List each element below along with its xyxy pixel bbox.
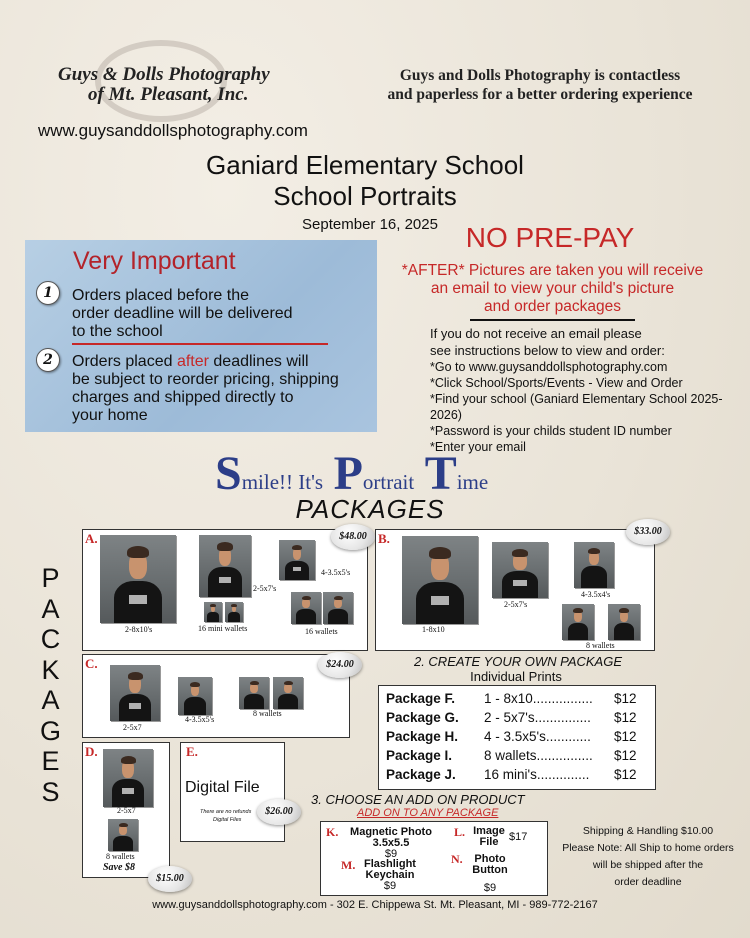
- vertical-letter: G: [39, 715, 61, 746]
- instruction-step: *Click School/Sports/Events - View and Order: [430, 376, 683, 390]
- photo-caption: 4-3.5x5's: [321, 568, 351, 577]
- footer-contact: www.guysanddollsphotography.com - 302 E. Chippewa St. Mt. Pleasant, MI - 989-772-2167: [152, 899, 598, 911]
- package-row[interactable]: [386, 748, 651, 763]
- photo-caption: 1-8x10: [422, 625, 445, 634]
- addon-subtitle: ADD ON TO ANY PACKAGE: [357, 807, 499, 819]
- addon-letter: M.: [341, 858, 356, 872]
- package-letter: D.: [85, 744, 98, 759]
- portrait-photo: [492, 542, 548, 598]
- text: Orders placed: [72, 353, 177, 370]
- package-desc: 16 mini's..............: [484, 767, 590, 782]
- portrait-photo: [100, 535, 176, 623]
- savings-label: Save $8: [103, 862, 135, 873]
- package-price: $12: [614, 729, 637, 744]
- addon-price: $9: [383, 880, 397, 892]
- tagline-line2: and paperless for a better ordering experience: [387, 86, 693, 103]
- addon-name: Flashlight: [364, 858, 416, 870]
- event-title: School Portraits: [273, 181, 457, 211]
- logo-text-line2: of Mt. Pleasant, Inc.: [88, 84, 249, 105]
- portrait-photo: [204, 602, 222, 622]
- instructions-intro: see instructions below to view and order:: [430, 343, 665, 358]
- addon-letter: N.: [451, 852, 463, 866]
- addon-photo-button[interactable]: [465, 854, 515, 894]
- heading-word: ortrait: [362, 470, 415, 494]
- after-notice: [380, 262, 725, 316]
- shipping-line: will be shipped after the: [592, 859, 704, 871]
- portrait-photo: [108, 819, 138, 851]
- refund-note: There are no refunds: [200, 809, 252, 815]
- package-letter: A.: [85, 531, 98, 546]
- heading-word: ime: [456, 470, 489, 494]
- package-price: $12: [614, 748, 637, 763]
- photo-caption: 4-3.5x5's: [185, 715, 215, 724]
- photo-caption: 2-5x7's: [253, 584, 277, 593]
- individual-prints-table: [378, 685, 656, 790]
- package-letter: C.: [85, 656, 98, 671]
- initial-letter: P: [333, 447, 363, 500]
- vertical-letter: A: [41, 685, 60, 715]
- addon-name: Photo: [474, 853, 506, 865]
- addon-price: $17: [509, 831, 528, 843]
- addon-flashlight-keychain[interactable]: [355, 859, 425, 892]
- package-name: Package J.: [386, 767, 456, 782]
- important-item-1-line: Orders placed before the: [72, 287, 249, 304]
- photo-caption: 16 mini wallets: [198, 624, 248, 633]
- price-badge: $33.00: [626, 519, 670, 545]
- price-badge: $15.00: [148, 866, 192, 892]
- instruction-step: *Find your school (Ganiard Elementary School 2025-2026): [430, 392, 723, 422]
- refund-note: Digital Files: [213, 817, 242, 823]
- number-two-icon: 2: [36, 348, 60, 372]
- text: deadlines will: [208, 353, 309, 370]
- tagline: [365, 66, 715, 104]
- individual-prints-subtitle: Individual Prints: [470, 669, 562, 684]
- photo-caption: 8 wallets: [106, 852, 135, 861]
- package-b-box[interactable]: [375, 529, 655, 651]
- important-item-2-line: be subject to reorder pricing, shipping: [72, 371, 339, 388]
- initial-letter: T: [424, 447, 457, 500]
- number-one-icon: 1: [36, 281, 60, 305]
- addon-image-file[interactable]: [468, 826, 510, 848]
- portrait-photo: [110, 665, 160, 721]
- package-row[interactable]: [386, 691, 651, 706]
- package-name: Package H.: [386, 729, 459, 744]
- portrait-photo: [291, 592, 321, 624]
- shipping-line: Shipping & Handling $10.00: [582, 825, 714, 837]
- important-item-1-line: to the school: [72, 323, 163, 340]
- important-item-2-line: charges and shipped directly to: [72, 389, 294, 406]
- addon-name: Magnetic Photo: [350, 826, 432, 838]
- package-row[interactable]: [386, 767, 651, 782]
- important-item-1-line: order deadline will be delivered: [72, 305, 293, 322]
- package-row[interactable]: [386, 710, 651, 725]
- website-link[interactable]: www.guysanddollsphotography.com: [38, 121, 308, 140]
- photo-caption: 2-5x7's: [504, 600, 528, 609]
- package-desc: 2 - 5x7's...............: [484, 710, 591, 725]
- addon-magnetic-photo[interactable]: [341, 827, 441, 860]
- price-badge: $24.00: [318, 652, 362, 678]
- addon-price: $9: [384, 848, 398, 860]
- package-desc: 8 wallets...............: [484, 748, 593, 763]
- package-desc: 4 - 3.5x5's............: [484, 729, 591, 744]
- initial-letter: S: [215, 447, 242, 500]
- important-item-2-line: your home: [72, 407, 148, 424]
- create-package-title: 2. CREATE YOUR OWN PACKAGE: [413, 654, 623, 669]
- addon-name: 3.5x5.5: [372, 837, 410, 849]
- package-letter: B.: [378, 531, 390, 546]
- package-row[interactable]: [386, 729, 651, 744]
- photo-caption: 2-5x7: [123, 723, 142, 732]
- addon-title: 3. CHOOSE AN ADD ON PRODUCT: [311, 792, 525, 807]
- important-item-2: [72, 353, 339, 425]
- photo-caption: 2-5x7: [117, 806, 136, 815]
- shipping-line: Please Note: All Ship to home orders: [562, 842, 734, 854]
- photo-caption: 4-3.5x4's: [581, 590, 611, 599]
- package-price: $12: [614, 710, 637, 725]
- portrait-photo: [323, 592, 353, 624]
- divider: [72, 343, 328, 345]
- addon-letter: K.: [326, 825, 339, 839]
- package-name: Package I.: [386, 748, 453, 763]
- package-name: Package G.: [386, 710, 459, 725]
- package-letter: E.: [186, 744, 198, 759]
- package-name: Package F.: [386, 691, 456, 706]
- package-a-box[interactable]: [82, 529, 368, 651]
- divider: [470, 319, 635, 321]
- shipping-line: order deadline: [614, 876, 682, 888]
- school-name: Ganiard Elementary School: [206, 150, 524, 180]
- package-c-box[interactable]: [82, 654, 350, 738]
- addon-name: File: [479, 836, 499, 848]
- vertical-letter: K: [41, 654, 60, 685]
- vertical-letter: P: [41, 563, 60, 593]
- portrait-photo: [402, 536, 478, 624]
- heading-word: mile!! It's: [241, 470, 324, 494]
- portrait-photo: [199, 535, 251, 597]
- portrait-photo: [103, 749, 153, 807]
- addon-name: Button: [472, 864, 508, 876]
- logo-text-line1: Guys & Dolls Photography: [58, 64, 270, 85]
- portrait-photo: [239, 677, 269, 709]
- photo-caption: 8 wallets: [586, 641, 615, 650]
- picture-date: September 16, 2025: [302, 216, 438, 233]
- portrait-photo: [279, 540, 315, 580]
- price-badge: $26.00: [257, 799, 301, 825]
- portrait-photo: [574, 542, 614, 588]
- vertical-packages-label: [33, 563, 68, 807]
- price-badge: $48.00: [331, 524, 375, 550]
- instruction-step: *Go to www.guysanddollsphotography.com: [430, 360, 668, 374]
- addon-letter: L.: [454, 825, 466, 839]
- vertical-letter: A: [41, 593, 60, 624]
- vertical-letter: E: [41, 746, 60, 776]
- no-prepay-title: NO PRE-PAY: [465, 222, 635, 253]
- portrait-photo: [562, 604, 594, 640]
- important-item-2-line: [72, 353, 339, 371]
- addon-name: Image: [473, 825, 505, 837]
- photo-caption: 2-8x10's: [125, 625, 153, 634]
- after-notice-line: an email to view your child's picture: [430, 280, 675, 297]
- package-e-box[interactable]: [180, 742, 285, 842]
- portrait-photo: [225, 602, 243, 622]
- instruction-step: *Enter your email: [430, 440, 526, 454]
- vertical-letter: S: [41, 776, 60, 807]
- portrait-photo: [178, 677, 212, 715]
- instructions-intro: If you do not receive an email please: [430, 326, 642, 341]
- portrait-photo: [608, 604, 640, 640]
- important-title: Very Important: [73, 247, 236, 275]
- after-notice-line: *AFTER* Pictures are taken you will receive: [401, 262, 704, 279]
- package-desc: 1 - 8x10................: [484, 691, 593, 706]
- smile-heading: [215, 446, 535, 501]
- package-d-box[interactable]: [82, 742, 170, 878]
- digital-file-title: Digital File: [185, 779, 260, 796]
- portrait-photo: [273, 677, 303, 709]
- addon-name: Keychain: [365, 869, 415, 881]
- important-item-1: [72, 287, 293, 341]
- after-notice-line: and order packages: [483, 298, 621, 315]
- instruction-step: *Password is your childs student ID number: [430, 424, 672, 438]
- photo-caption: 16 wallets: [305, 627, 338, 636]
- emphasis-text: after: [176, 353, 209, 370]
- package-price: $12: [614, 767, 637, 782]
- vertical-letter: C: [40, 624, 61, 654]
- photo-caption: 8 wallets: [253, 709, 282, 718]
- addon-price: $9: [483, 882, 497, 894]
- packages-title: PACKAGES: [295, 494, 445, 524]
- package-price: $12: [614, 691, 637, 706]
- shipping-note: [548, 823, 748, 891]
- tagline-line1: Guys and Dolls Photography is contactless: [399, 67, 681, 84]
- order-instructions: [430, 325, 750, 455]
- addon-box: [320, 821, 548, 896]
